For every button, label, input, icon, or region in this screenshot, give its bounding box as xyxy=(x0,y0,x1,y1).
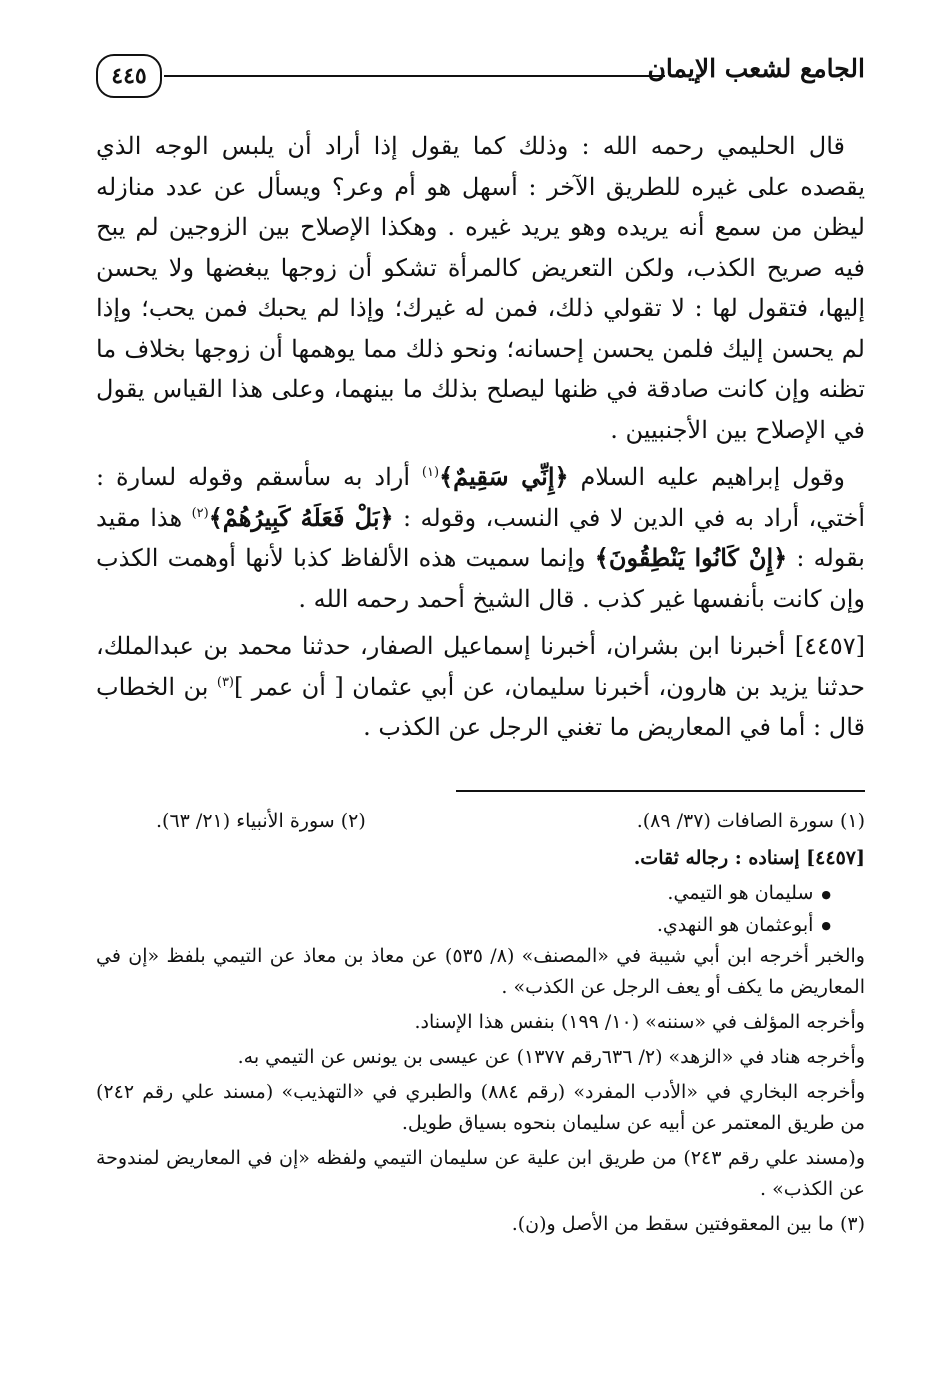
text-segment: وقول إبراهيم عليه السلام xyxy=(580,463,846,491)
footnote-bullet: ● أبوعثمان هو النهدي. xyxy=(96,910,865,942)
footnotes xyxy=(96,806,865,1244)
page-header xyxy=(96,48,865,100)
paragraph-ibrahim xyxy=(96,457,865,619)
text-segment: بن الخطاب قال : أما في المعاريض ما تغني الرجل عن الكذب . xyxy=(96,672,865,741)
quran-verse: ﴿إِنِّي سَقِيمٌ﴾ xyxy=(439,462,569,491)
header-rule xyxy=(164,75,665,77)
footnote-separator xyxy=(456,790,865,792)
footnote-note: و(مسند علي رقم ٢٤٣) من طريق ابن علية عن سليمان التيمي ولفظه «إن في المعاريض لمندوحة عن الكذب» . xyxy=(96,1147,865,1200)
footnote-1: (١) سورة الصافات (٣٧/ ٨٩). xyxy=(636,810,865,832)
text-segment: هذا مقيد بقوله : xyxy=(96,503,865,572)
footnote-ref: (٢) xyxy=(191,505,209,521)
footnote-note: والخبر أخرجه ابن أبي شيبة في «المصنف» (٨/ ٥٣٥) عن معاذ بن معاذ عن التيمي بلفظ «إن في المعاريض ما يكف أو يعف الرجل عن الكذب» . xyxy=(96,945,865,998)
footnote-note: وأخرجه المؤلف في «سننه» (١٠/ ١٩٩) بنفس هذا الإسناد. xyxy=(414,1011,865,1033)
footnote-row xyxy=(96,806,865,837)
footnote-note: وأخرجه هناد في «الزهد» (٢/ ٦٣٦رقم ١٣٧٧) عن عيسى بن يونس عن التيمي به. xyxy=(237,1046,865,1068)
quran-verse: ﴿بَلْ فَعَلَهُ كَبِيرُهُمْ﴾ xyxy=(208,502,394,532)
text-segment: وإنما سميت هذه الألفاظ كذبا لأنها أوهمت الكذب وإن كانت بأنفسها غير كذب . قال الشيخ أحمد رحمه الله . xyxy=(96,544,865,613)
footnote-isnad: [٤٤٥٧] إسناده : رجاله ثقات. xyxy=(633,847,865,869)
paragraph-hadith-4457 xyxy=(96,626,865,748)
page-number: ٤٤٥ xyxy=(96,54,162,98)
running-title: الجامع لشعب الإيمان xyxy=(647,54,865,83)
main-text xyxy=(96,126,865,755)
footnote-2: (٢) سورة الأنبياء (٢١/ ٦٣). xyxy=(156,810,366,832)
text-segment: أراد به سأسقم وقوله لسارة : أختي، أراد به في الدين لا في النسب، وقوله : xyxy=(96,463,866,532)
quran-verse: ﴿إِنْ كَانُوا يَنْطِقُونَ﴾ xyxy=(594,543,788,572)
text-segment: [٤٤٥٧] أخبرنا ابن بشران، أخبرنا إسماعيل الصفار، حدثنا محمد بن عبدالملك، حدثنا يزيد بن هارون، أخبرنا سليمان، عن أبي عثمان [ أن عمر ] xyxy=(96,632,865,701)
paragraph-halimi: قال الحليمي رحمه الله : وذلك كما يقول إذا أراد أن يلبس الوجه الذي يقصده على غيره للطريق الآخر : أسهل هو أم وعر؟ ويسأل عن عدد منازله ليظن من سمع أنه يريده وهو يريد غيره . وهكذا الإصلاح بين الزوجين لم يبح فيه صريح الكذب، ولكن التعريض كالمرأة تشكو أن زوجها يبغضها ولا يحسن إليها، فتقول لها : لا تقولي ذلك، فمن له غيرك؛ وإذا لم يحبك فمن يحب؛ وإذا لم يحسن إليك فلمن يحسن إحسانه؛ ونحو ذلك مما يوهمها أن زوجها بخلاف ما تظنه وإن كانت صادقة في ظنها ليصلح بذلك ما بينهما، وعلى هذا القياس يقول في الإصلاح بين الأجنبيين . xyxy=(96,132,865,444)
footnote-ref: (٣) xyxy=(216,674,234,690)
footnote-ref: (١) xyxy=(421,465,440,480)
footnote-bullet: ● سليمان هو التيمي. xyxy=(96,878,865,910)
footnote-3: (٣) ما بين المعقوفتين سقط من الأصل و(ن). xyxy=(511,1213,865,1235)
footnote-note: وأخرجه البخاري في «الأدب المفرد» (رقم ٨٨٤) والطبري في «التهذيب» (مسند علي رقم ٢٤٢) من طريق المعتمر عن أبيه عن سليمان بنحوه بسياق طويل. xyxy=(96,1081,865,1134)
